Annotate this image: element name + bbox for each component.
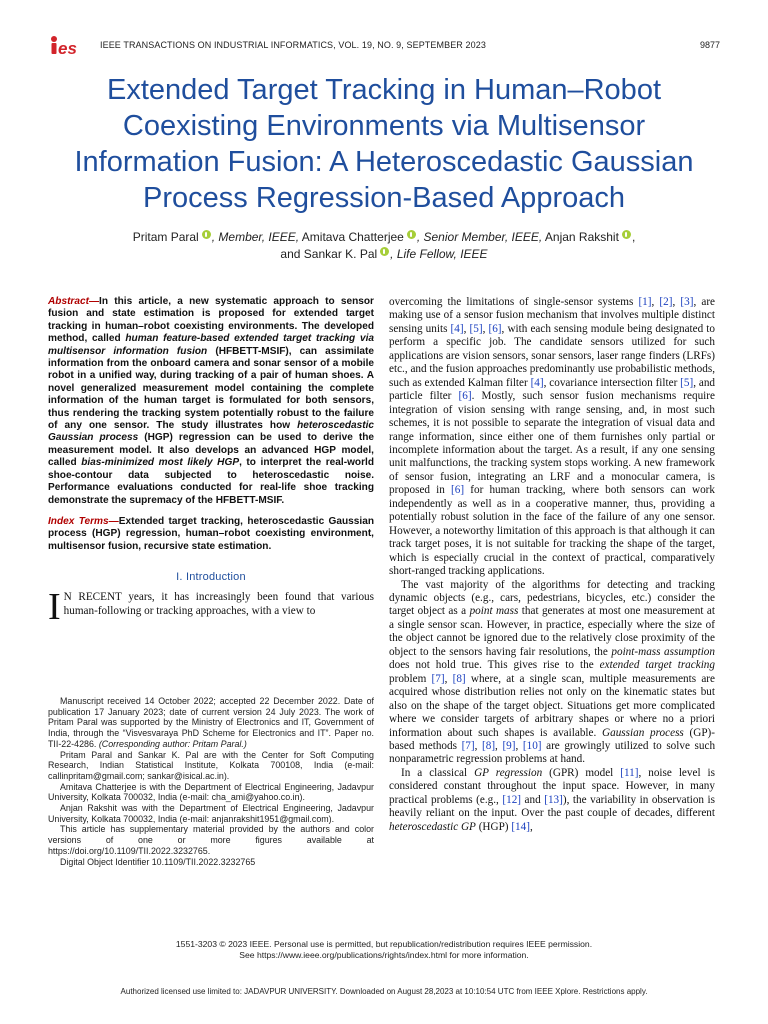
author-membership: , Member, IEEE,	[211, 230, 300, 244]
body-paragraph	[389, 296, 715, 579]
footnote-doi: Digital Object Identifier 10.1109/TII.2022.3232765	[60, 856, 256, 867]
index-terms-text: Extended target tracking, heteroscedastic Gaussian process (HGP) regression, human–robot coexisting environment, multisensor fusion, recursive state estimation.	[48, 515, 374, 552]
paragraph-text: , covariance intersection filter	[543, 376, 681, 389]
abstract-label: Abstract—	[48, 296, 100, 307]
index-terms-label: Index Terms—	[48, 515, 119, 527]
paragraph-text: ,	[672, 296, 681, 308]
paragraph-text: ,	[444, 672, 453, 685]
paragraph-text: ,	[463, 322, 470, 335]
paragraph-text: problem	[389, 672, 432, 685]
paragraph-text: (GPR) model	[542, 766, 621, 779]
author-separator: ,	[631, 230, 636, 244]
copyright-line: 1551-3203 © 2023 IEEE. Personal use is permitted, but republication/redistribution requires IEEE permission.	[175, 939, 593, 949]
paragraph-text: does not hold true. This gives rise to the	[389, 659, 600, 672]
paragraph-text: (HGP)	[475, 820, 512, 833]
right-column	[389, 296, 715, 834]
citation-link[interactable]: [11]	[620, 766, 639, 779]
intro-paragraph	[48, 586, 374, 629]
abstract-emphasis: heteroscedastic Gaussian process	[48, 420, 374, 444]
paragraph-text: are growingly utilized to solve such nonparametric regression problems at hand.	[389, 739, 716, 766]
orcid-icon[interactable]	[407, 230, 416, 239]
citation-link[interactable]: [4]	[530, 376, 544, 389]
paragraph-text: , are making use of a sensor fusion mechanism that involves multiple distinct sensing units	[389, 296, 716, 335]
author-name: Amitava Chatterjee	[301, 230, 404, 244]
paragraph-text: , and particle filter	[389, 376, 716, 403]
citation-link[interactable]: [5]	[469, 322, 483, 335]
paragraph-text: and	[521, 793, 545, 806]
paragraph-text: ,	[529, 820, 533, 833]
emphasis-text: heteroscedastic GP	[389, 820, 476, 833]
paragraph-text: ,	[515, 739, 523, 752]
author-membership: , Life Fellow, IEEE	[390, 247, 488, 261]
footnote-manuscript	[48, 696, 374, 750]
paragraph-text: that generates at most one measurement at a single sensor scan. However, in practice, especially where the size of the object cannot be ignored due to the relatively close proximity of the object to the sensors having fair resolutions, the	[389, 605, 715, 658]
citation-link[interactable]: [12]	[502, 793, 522, 806]
paragraph-text: In a classical	[401, 766, 475, 779]
abstract-text: (HGP) regression can be used to derive the measurement model. It also develops an advanced HGP model, called	[48, 432, 374, 469]
body-paragraph	[389, 767, 715, 834]
copyright-line: See https://www.ieee.org/publications/rights/index.html for more information.	[239, 950, 529, 960]
title-line: Process Regression-Based Approach	[143, 182, 625, 214]
abstract-text: , to interpret the real-world shoe-contour data subjected to heteroscedastic noise. Performance evaluations conducted for real-life shoe tracking demonstrate the supremacy of the HFBETT-MSIF.	[48, 457, 374, 506]
emphasis-text: point mass	[469, 605, 519, 618]
citation-link[interactable]: [2]	[659, 296, 673, 308]
paragraph-text: ,	[474, 739, 482, 752]
citation-link[interactable]: [3]	[680, 296, 694, 308]
abstract-emphasis: bias-minimized most likely HGP	[81, 457, 240, 469]
orcid-icon[interactable]	[380, 247, 389, 256]
running-head: IEEE TRANSACTIONS ON INDUSTRIAL INFORMATICS, VOL. 19, NO. 9, SEPTEMBER 2023	[100, 40, 486, 50]
title-line: Information Fusion: A Heteroscedastic Gaussian	[74, 146, 694, 178]
author-name: Anjan Rakshit	[544, 230, 619, 244]
emphasis-text: GP regression	[474, 766, 543, 779]
emphasis-text: Gaussian process	[602, 726, 684, 739]
author-conjunction: and	[280, 247, 301, 261]
citation-link[interactable]: [4]	[450, 322, 464, 335]
paragraph-text: . Mostly, such sensor fusion mechanisms require integration of vision sensing with range sensing, and, in most such schemes, it is not possible to separate the integration of visual data and range information, since either one of them furnishes only partial or incomplete information about the target. As a result, if any one sensing unit malfunctions, the tracking system stops working. A new framework of sensor fusion, integrating an LRF and a monocular camera, is proposed in	[389, 390, 715, 497]
authorized-use-footer: Authorized licensed use limited to: JADAVPUR UNIVERSITY. Downloaded on August 28,2023 at 10:10:54 UTC from IEEE Xplore. Restrictions apply.	[120, 987, 648, 996]
footnote-supplementary: This article has supplementary material provided by the authors and color versions of one or more figures available at https://doi.org/10.1109/TII.2022.3232765.	[48, 824, 374, 856]
paragraph-text: (GP)-based methods	[389, 726, 715, 752]
drop-cap: I	[48, 586, 61, 629]
paragraph-text: ,	[482, 322, 489, 335]
paragraph-text: , with each sensing module being designated to perform a specific job. The candidate sensors utilized for such applications are vision sensors, sonar sensors, laser range finders (LRFs) etc., and the fusion approaches predominantly use probabilistic methods, such as extended Kalman filter	[389, 322, 716, 389]
abstract-text: (HFBETT-MSIF), can assimilate information from the onboard camera and sonar sensor of a mobile robot in a unified way, during tracking of a pair of human shoes. A novel generalized measurement model containing the complete information of the human target is formulated for both sensors, thus rendering the tracking system potentially robust to the failure of any one sensor. The study illustrates how	[48, 345, 375, 432]
paragraph-text: ,	[495, 739, 503, 752]
citation-link[interactable]: [8]	[452, 672, 466, 685]
orcid-icon[interactable]	[622, 230, 631, 239]
paragraph-text: The vast majority of the algorithms for detecting and tracking dynamic objects (e.g., cars, pedestrians, bicycles, etc.) consider the target object as a	[389, 578, 715, 618]
orcid-icon[interactable]	[202, 230, 211, 239]
paragraph-text: overcoming the limitations of single-sensor systems	[389, 296, 639, 308]
abstract	[48, 296, 374, 507]
footnote-affiliation: Amitava Chatterjee is with the Department of Electrical Engineering, Jadavpur University, Kolkata 700032, India (e-mail: cha_ami@yahoo.co.in).	[48, 781, 374, 803]
title-line: Coexisting Environments via Multisensor	[122, 110, 646, 142]
citation-link[interactable]: [8]	[482, 739, 496, 752]
emphasis-text: point-mass assumption	[611, 645, 715, 658]
footnote-block	[48, 696, 374, 867]
citation-link[interactable]: [1]	[638, 296, 652, 308]
paper-title	[40, 72, 728, 216]
author-name: Sankar K. Pal	[303, 247, 378, 261]
paragraph-text: , noise level is considered constant throughout the input space. However, in many practical problems (e.g.,	[389, 766, 715, 806]
author-list	[40, 229, 728, 263]
page-header	[48, 36, 720, 58]
copyright-notice	[48, 939, 720, 961]
citation-link[interactable]: [13]	[544, 793, 563, 806]
ies-society-logo	[48, 34, 88, 56]
svg-text:es: es	[58, 39, 77, 56]
citation-link[interactable]: [6]	[458, 390, 472, 403]
paragraph-text: where, at a single scan, multiple measurements are acquired whose distribution relies not only on the kinematic states but also on the shape of the target object. Situations get more complicated where we consider targets of arbitrary shapes or where no a priori information about such shapes is available.	[389, 672, 715, 739]
citation-link[interactable]: [6]	[488, 322, 502, 335]
emphasis-text: extended target tracking	[599, 659, 715, 672]
body-paragraph	[389, 579, 715, 767]
footnote-affiliation: Pritam Paral and Sankar K. Pal are with the Center for Soft Computing Research, Indian Statistical Institute, Kolkata 700108, India (e-mail: callinpritam@gmail.com; sankar@isical.ac.in).	[48, 749, 374, 781]
page-number: 9877	[699, 40, 720, 50]
abstract-text: In this article, a new systematic approach to sensor fusion and state estimation is proposed for extended target tracking in human–robot coexisting environments. The developed method, called	[48, 296, 374, 345]
section-heading-introduction: I. Introduction	[176, 571, 246, 584]
paragraph-text: ,	[651, 296, 660, 308]
citation-link[interactable]: [9]	[502, 739, 516, 752]
author-membership: , Senior Member, IEEE,	[416, 230, 543, 244]
citation-link[interactable]: [5]	[680, 376, 694, 389]
citation-link[interactable]: [7]	[461, 739, 475, 752]
citation-link[interactable]: [6]	[451, 484, 465, 497]
citation-link[interactable]: [14]	[511, 820, 530, 833]
footnote-corresponding: (Corresponding author: Pritam Paral.)	[96, 738, 247, 749]
citation-link[interactable]: [10]	[522, 739, 542, 752]
paragraph-text: ), the variability in observation is heavily reliant on the input. Over the past couple of decades, different	[389, 793, 716, 820]
title-line: Extended Target Tracking in Human–Robot	[106, 74, 662, 106]
intro-text: N RECENT years, it has increasingly been found that various human-following or tracking approaches, with a view to	[63, 591, 374, 617]
author-name: Pritam Paral	[132, 230, 199, 244]
abstract-emphasis: human feature-based extended target tracking via multisensor information fusion	[48, 333, 374, 357]
paragraph-text: for human tracking, where both sensors can work independently as well as in a cooperative manner, thus, providing a potentially robust solution in the face of the failure of any one sensor. However, a noteworthy limitation of this approach is that although it can track target poses, it is not suitable for tracking the shape of the target, which is especially crucial in the context of practical, comparatively short-ranged tracking applications.	[389, 484, 716, 578]
index-terms	[48, 516, 374, 553]
footnote-affiliation: Anjan Rakshit was with the Department of Electrical Engineering, Jadavpur University, Kolkata 700032, India (e-mail: anjanrakshit1951@gmail.com).	[48, 803, 374, 824]
left-column	[48, 296, 375, 629]
citation-link[interactable]: [7]	[431, 672, 445, 685]
footnote-text: Manuscript received 14 October 2022; accepted 22 December 2022. Date of publication 17 January 2023; date of current version 24 July 2023. The work of Pritam Paral was supported by the Ministry of Electronics and IT, Government of India, through the “Visvesvaraya PhD Scheme for Electronics and IT”. Paper no. TII-22-4286.	[48, 696, 374, 749]
